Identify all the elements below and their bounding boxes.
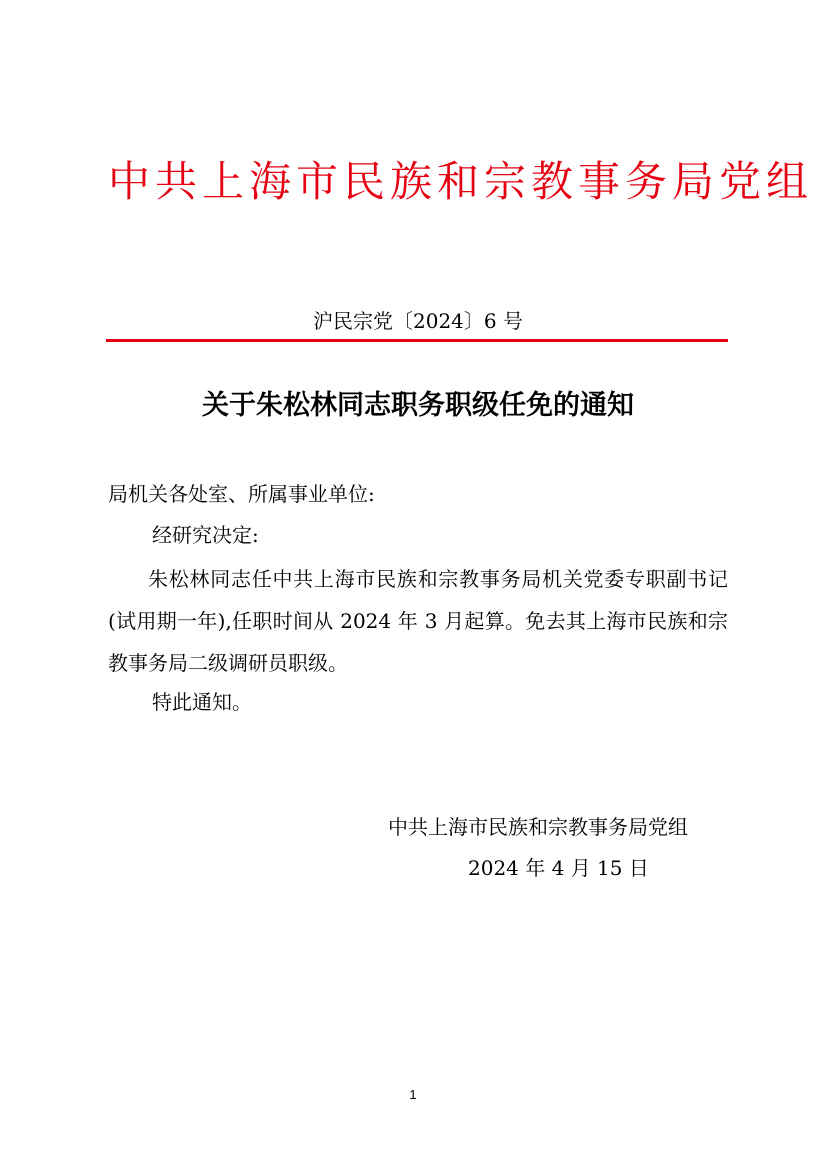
signature-date: 2024 年 4 月 15 日: [468, 856, 649, 880]
addressee: 局机关各处室、所属事业单位:: [108, 482, 375, 506]
issuing-organization-header: 中共上海市民族和宗教事务局党组: [108, 157, 814, 206]
document-title: 关于朱松林同志职务职级任免的通知: [202, 390, 634, 421]
body-paragraph-decision: 朱松林同志任中共上海市民族和宗教事务局机关党委专职副书记(试用期一年),任职时间从 2024 年 3 月起算。免去其上海市民族和宗教事务局二级调研员职级。: [108, 567, 728, 675]
body-paragraph-intro: 经研究决定:: [152, 523, 259, 547]
red-divider-line: [106, 339, 728, 342]
signature-organization: 中共上海市民族和宗教事务局党组: [388, 815, 688, 839]
page-number: 1: [409, 1087, 417, 1102]
document-number: 沪民宗党〔2024〕6 号: [313, 309, 523, 333]
body-paragraph-closing: 特此通知。: [152, 690, 252, 714]
